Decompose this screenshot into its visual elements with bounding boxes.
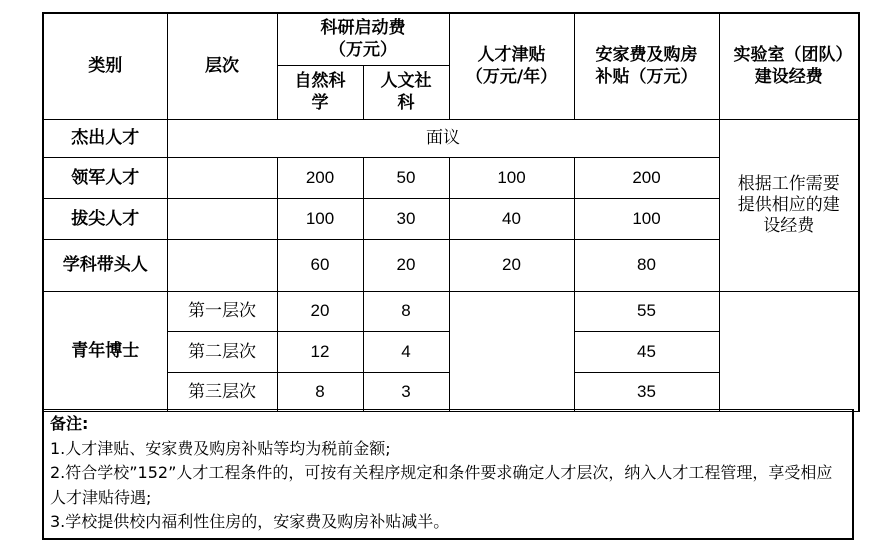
cell-humanities: 30	[363, 198, 449, 239]
category-outstanding: 杰出人才	[43, 119, 167, 157]
cell-allowance: 100	[449, 157, 574, 198]
cell-housing: 55	[574, 291, 719, 331]
cell-humanities: 20	[363, 239, 449, 291]
category-discipline: 学科带头人	[43, 239, 167, 291]
lab-funding-note: 根据工作需要提供相应的建设经费	[719, 119, 859, 291]
category-top: 拔尖人才	[43, 198, 167, 239]
note-item: 2.符合学校”152”人才工程条件的，可按有关程序规定和条件要求确定人才层次，纳入人才工程管理，享受相应人才津贴待遇;	[50, 463, 833, 507]
level-empty	[167, 157, 277, 198]
header-level: 层次	[167, 13, 277, 119]
cell-humanities: 3	[363, 372, 449, 411]
cell-natural: 200	[277, 157, 363, 198]
cell-natural: 60	[277, 239, 363, 291]
header-natural-science: 自然科学	[277, 65, 363, 119]
notes-section	[42, 409, 854, 540]
lab-empty	[719, 291, 859, 411]
level-empty	[167, 239, 277, 291]
cell-natural: 100	[277, 198, 363, 239]
header-research-funds: 科研启动费（万元）	[277, 13, 449, 65]
allowance-empty	[449, 291, 574, 411]
category-young: 青年博士	[43, 291, 167, 411]
notes-title: 备注:	[50, 414, 89, 433]
cell-housing: 200	[574, 157, 719, 198]
cell-natural: 8	[277, 372, 363, 411]
cell-allowance: 20	[449, 239, 574, 291]
negotiable-value: 面议	[167, 119, 719, 157]
cell-housing: 80	[574, 239, 719, 291]
category-leading: 领军人才	[43, 157, 167, 198]
level-third: 第三层次	[167, 372, 277, 411]
header-lab: 实验室（团队）建设经费	[719, 13, 859, 119]
cell-natural: 20	[277, 291, 363, 331]
note-item: 1.人才津贴、安家费及购房补贴等均为税前金额;	[50, 438, 391, 458]
level-second: 第二层次	[167, 331, 277, 372]
cell-humanities: 8	[363, 291, 449, 331]
header-housing: 安家费及购房补贴（万元）	[574, 13, 719, 119]
cell-natural: 12	[277, 331, 363, 372]
cell-housing: 100	[574, 198, 719, 239]
header-humanities: 人文社科	[363, 65, 449, 119]
cell-allowance: 40	[449, 198, 574, 239]
level-first: 第一层次	[167, 291, 277, 331]
cell-housing: 35	[574, 372, 719, 411]
note-item: 3.学校提供校内福利性住房的，安家费及购房补贴减半。	[50, 512, 450, 531]
talent-funding-table	[42, 12, 860, 412]
header-talent-allowance: 人才津贴（万元/年）	[449, 13, 574, 119]
level-empty	[167, 198, 277, 239]
cell-humanities: 50	[363, 157, 449, 198]
cell-humanities: 4	[363, 331, 449, 372]
header-category: 类别	[43, 13, 167, 119]
cell-housing: 45	[574, 331, 719, 372]
